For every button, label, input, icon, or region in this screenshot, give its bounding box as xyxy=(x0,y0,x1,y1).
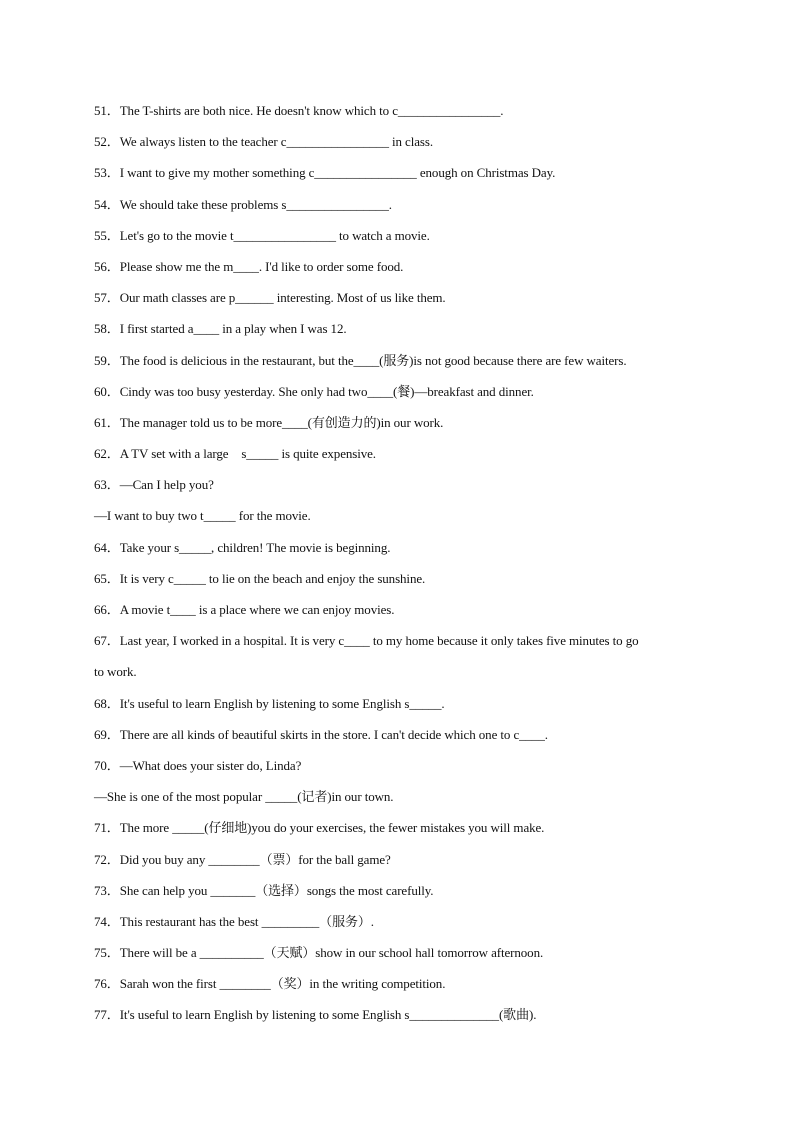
exercise-56: 56．Please show me the m____. I'd like to order some food. xyxy=(94,258,404,274)
exercise-64: 64．Take your s_____, children! The movie is beginning. xyxy=(94,539,391,555)
exercise-76: 76．Sarah won the first ________（奖）in the writing competition. xyxy=(94,976,446,992)
exercise-65: 65．It is very c_____ to lie on the beach and enjoy the sunshine. xyxy=(94,570,426,586)
exercise-61: 61．The manager told us to be more____(有创造力的)in our work. xyxy=(94,414,444,430)
exercise-55: 55．Let's go to the movie t________________ to watch a movie. xyxy=(94,227,430,243)
exercise-72: 72．Did you buy any ________（票）for the ball game? xyxy=(94,851,391,867)
exercise-57: 57．Our math classes are p______ interesting. Most of us like them. xyxy=(94,290,446,306)
exercise-67: 67．Last year, I worked in a hospital. It is very c____ to my home because it only takes five minutes to go xyxy=(94,633,639,649)
exercise-54: 54．We should take these problems s________________. xyxy=(94,196,392,212)
exercise-67-continued: to work. xyxy=(94,664,137,680)
exercise-70-question: 70．—What does your sister do, Linda? xyxy=(94,757,302,773)
exercise-59: 59．The food is delicious in the restaurant, but the____(服务)is not good because there are few waiters. xyxy=(94,352,627,368)
exercise-58: 58．I first started a____ in a play when I was 12. xyxy=(94,321,347,337)
exercise-52: 52．We always listen to the teacher c________________ in class. xyxy=(94,134,433,150)
exercise-75: 75．There will be a __________（天赋）show in our school hall tomorrow afternoon. xyxy=(94,945,544,961)
exercise-77: 77．It's useful to learn English by listening to some English s______________(歌曲). xyxy=(94,1007,537,1023)
exercise-60: 60．Cindy was too busy yesterday. She only had two____(餐)—breakfast and dinner. xyxy=(94,383,534,399)
exercise-66: 66．A movie t____ is a place where we can enjoy movies. xyxy=(94,602,395,617)
exercise-63-question: 63．—Can I help you? xyxy=(94,477,214,493)
exercise-70-answer: —She is one of the most popular _____(记者)in our town. xyxy=(94,789,394,805)
exercise-62: 62．A TV set with a large s_____ is quite expensive. xyxy=(94,446,376,462)
exercise-74: 74．This restaurant has the best _________（服务）. xyxy=(94,913,374,929)
exercise-69: 69．There are all kinds of beautiful skirts in the store. I can't decide which one to c____. xyxy=(94,726,548,742)
exercise-53: 53．I want to give my mother something c________________ enough on Christmas Day. xyxy=(94,165,556,181)
exercise-63-answer: —I want to buy two t_____ for the movie. xyxy=(94,508,311,524)
exercise-71: 71．The more _____(仔细地)you do your exercises, the fewer mistakes you will make. xyxy=(94,820,545,836)
exercise-list xyxy=(94,100,714,1036)
exercise-68: 68．It's useful to learn English by listening to some English s_____. xyxy=(94,695,445,711)
exercise-51: 51．The T-shirts are both nice. He doesn't know which to c________________. xyxy=(94,103,504,118)
exercise-73: 73．She can help you _______（选择）songs the most carefully. xyxy=(94,882,434,898)
